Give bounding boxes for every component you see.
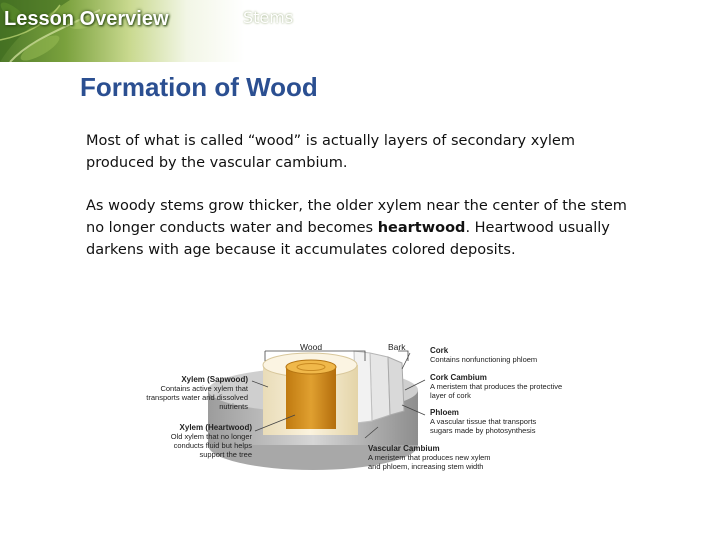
vascular-cambium-title: Vascular Cambium [368,444,440,453]
paragraph-heartwood-start: As woody stems grow thicker, the older xylem near the center of the stem no longer conducts water and becomes [86,198,627,236]
heartwood-desc-1: Old xylem that no longer [170,432,252,441]
vascular-cambium-desc-2: and phloem, increasing stem width [368,462,484,471]
phloem-title: Phloem [430,408,459,417]
slide-title: Formation of Wood [80,72,318,102]
lesson-overview-label: Lesson Overview [4,8,169,30]
phloem-desc-1: A vascular tissue that transports [430,417,537,426]
heartwood-term: heartwood [377,220,466,236]
cork-title: Cork [430,346,449,355]
sapwood-title: Xylem (Sapwood) [181,375,248,384]
paragraph-wood-definition: Most of what is called “wood” is actually layers of secondary xylem produced by the vascular cambium. [86,133,575,171]
sapwood-desc-2: transports water and dissolved [146,393,248,402]
bark-label: Bark [388,342,406,352]
phloem-desc-2: sugars made by photosynthesis [430,426,536,435]
cork-cambium-title: Cork Cambium [430,373,487,382]
paragraph-heartwood-end: . Heartwood usually darkens with age because it accumulates colored deposits. [86,220,610,258]
wood-label: Wood [300,342,323,352]
cork-cambium-desc-2: layer of cork [430,391,471,400]
cork-desc: Contains nonfunctioning phloem [430,355,538,364]
paragraph-heartwood [86,195,646,261]
heartwood-desc-2: conducts fluid but helps [173,441,252,450]
heartwood-desc-3: support the tree [199,450,252,459]
header-band [0,0,720,62]
sapwood-desc-1: Contains active xylem that [160,384,248,393]
topic-label: Stems [243,8,294,27]
vascular-cambium-desc-1: A meristem that produces new xylem [368,453,491,462]
cork-cambium-desc-1: A meristem that produces the protective [430,382,563,391]
heartwood-title: Xylem (Heartwood) [179,423,252,432]
wood-formation-diagram [140,335,610,485]
sapwood-desc-3: nutrients [219,402,248,411]
